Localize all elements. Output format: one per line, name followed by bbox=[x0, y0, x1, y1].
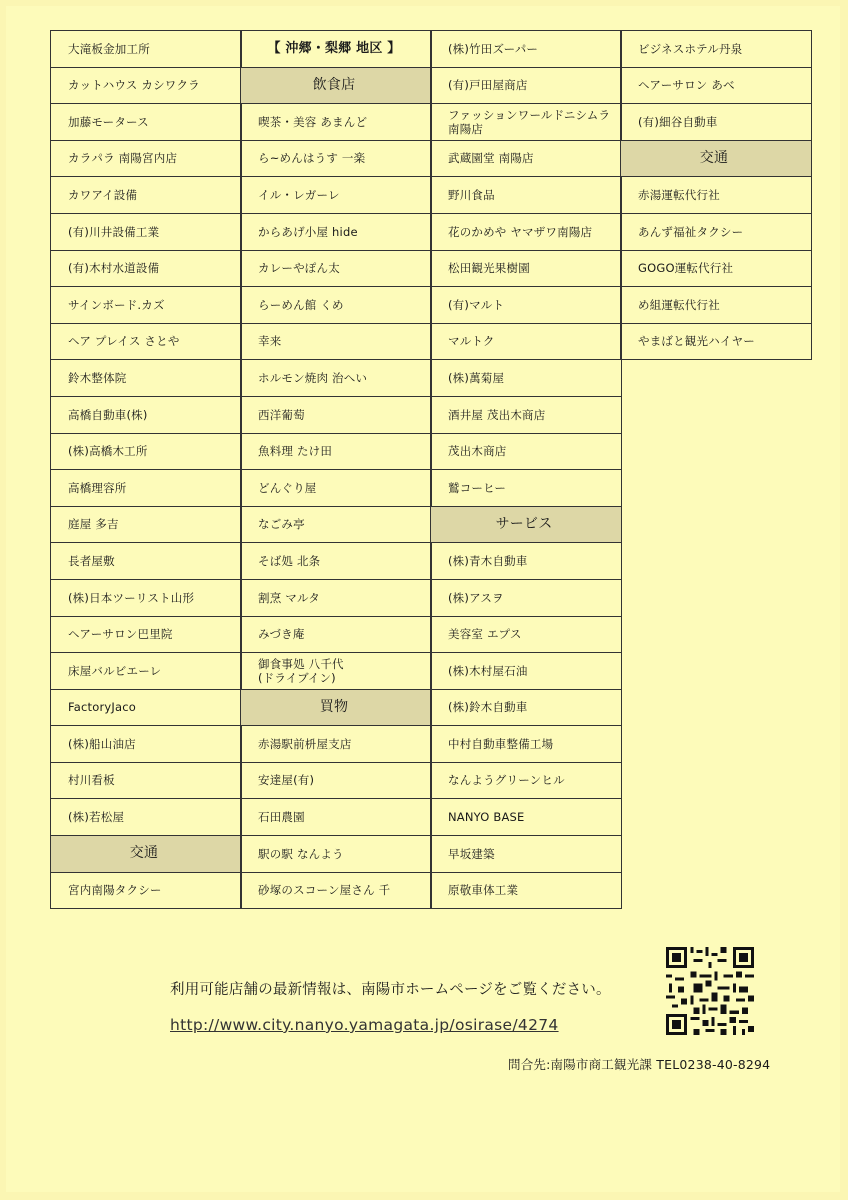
store-cell: 砂塚のスコーン屋さん 千 bbox=[241, 873, 431, 910]
store-cell: 鷲コーヒー bbox=[431, 470, 621, 507]
store-cell: (有)木村水道設備 bbox=[51, 251, 241, 288]
qr-code-icon bbox=[666, 947, 754, 1035]
store-cell: NANYO BASE bbox=[431, 799, 621, 836]
store-cell: カレーやぽん太 bbox=[241, 251, 431, 288]
store-cell: 高橋自動車(株) bbox=[51, 397, 241, 434]
store-cell: ファッションワールドニシムラ 南陽店 bbox=[431, 104, 621, 141]
store-cell: どんぐり屋 bbox=[241, 470, 431, 507]
store-cell: あんず福祉タクシー bbox=[621, 214, 811, 251]
store-cell: 早坂建築 bbox=[431, 836, 621, 873]
store-cell: (株)船山油店 bbox=[51, 726, 241, 763]
store-cell: サインボード.カズ bbox=[51, 287, 241, 324]
store-cell: 長者屋敷 bbox=[51, 543, 241, 580]
category-header: 飲食店 bbox=[241, 68, 431, 105]
store-cell: 村川看板 bbox=[51, 763, 241, 800]
store-cell: カットハウス カシワクラ bbox=[51, 68, 241, 105]
store-cell: 赤湯運転代行社 bbox=[621, 177, 811, 214]
store-cell: 酒井屋 茂出木商店 bbox=[431, 397, 621, 434]
store-cell: 原敬車体工業 bbox=[431, 873, 621, 910]
store-cell: (有)戸田屋商店 bbox=[431, 68, 621, 105]
store-cell: 大滝板金加工所 bbox=[51, 31, 241, 68]
store-cell: ヘアーサロン巴里院 bbox=[51, 617, 241, 654]
store-cell: 床屋バルビエーレ bbox=[51, 653, 241, 690]
store-cell: なごみ亭 bbox=[241, 507, 431, 544]
store-cell: FactoryJaco bbox=[51, 690, 241, 727]
store-cell: 松田観光果樹園 bbox=[431, 251, 621, 288]
homepage-link[interactable]: http://www.city.nanyo.yamagata.jp/osirase/4274 bbox=[170, 1016, 559, 1034]
store-cell: そば処 北条 bbox=[241, 543, 431, 580]
category-header: 買物 bbox=[241, 690, 431, 727]
contact-info: 問合先:南陽市商工観光課 TEL0238-40-8294 bbox=[508, 1057, 771, 1072]
store-cell: 高橋理容所 bbox=[51, 470, 241, 507]
store-cell: イル・レガーレ bbox=[241, 177, 431, 214]
store-cell: 花のかめや ヤマザワ南陽店 bbox=[431, 214, 621, 251]
store-cell: 赤湯駅前枡屋支店 bbox=[241, 726, 431, 763]
store-cell: (株)アスヲ bbox=[431, 580, 621, 617]
store-cell: 野川食品 bbox=[431, 177, 621, 214]
store-cell: 宮内南陽タクシー bbox=[51, 873, 241, 910]
store-cell: (株)若松屋 bbox=[51, 799, 241, 836]
store-cell: (株)木村屋石油 bbox=[431, 653, 621, 690]
store-column-4 bbox=[620, 30, 812, 360]
store-cell: (有)細谷自動車 bbox=[621, 104, 811, 141]
district-title: 【 沖郷・梨郷 地区 】 bbox=[241, 31, 431, 68]
store-cell: ホルモン焼肉 治へい bbox=[241, 360, 431, 397]
store-cell: 美容室 エプス bbox=[431, 617, 621, 654]
store-cell: (株)竹田ズーパー bbox=[431, 31, 621, 68]
category-header: サービス bbox=[431, 507, 621, 544]
store-cell: 幸来 bbox=[241, 324, 431, 361]
store-cell: GOGO運転代行社 bbox=[621, 251, 811, 288]
store-cell: カラパラ 南陽宮内店 bbox=[51, 141, 241, 178]
store-cell: カワアイ設備 bbox=[51, 177, 241, 214]
store-cell: め組運転代行社 bbox=[621, 287, 811, 324]
store-cell: (有)マルト bbox=[431, 287, 621, 324]
store-cell: 喫茶・美容 あまんど bbox=[241, 104, 431, 141]
store-cell: (株)青木自動車 bbox=[431, 543, 621, 580]
category-header: 交通 bbox=[621, 141, 811, 178]
store-cell: 茂出木商店 bbox=[431, 434, 621, 471]
store-column-1 bbox=[50, 30, 242, 909]
notice-text: 利用可能店舗の最新情報は、南陽市ホームページをご覧ください。 bbox=[170, 982, 611, 998]
store-cell: からあげ小屋 hide bbox=[241, 214, 431, 251]
store-cell: なんようグリーンヒル bbox=[431, 763, 621, 800]
store-cell: 石田農園 bbox=[241, 799, 431, 836]
store-cell: ヘア プレイス さとや bbox=[51, 324, 241, 361]
store-cell: 西洋葡萄 bbox=[241, 397, 431, 434]
store-cell: 駅の駅 なんよう bbox=[241, 836, 431, 873]
store-cell: 鈴木整体院 bbox=[51, 360, 241, 397]
store-cell: ビジネスホテル丹泉 bbox=[621, 31, 811, 68]
store-cell: (株)高橋木工所 bbox=[51, 434, 241, 471]
store-cell: 割烹 マルタ bbox=[241, 580, 431, 617]
store-cell: 加藤モータース bbox=[51, 104, 241, 141]
store-cell: ら~めんはうす 一楽 bbox=[241, 141, 431, 178]
store-cell: 中村自動車整備工場 bbox=[431, 726, 621, 763]
store-cell: マルトク bbox=[431, 324, 621, 361]
store-cell: (株)鈴木自動車 bbox=[431, 690, 621, 727]
store-column-3 bbox=[430, 30, 622, 909]
store-cell: (有)川井設備工業 bbox=[51, 214, 241, 251]
store-cell: ヘアーサロン あべ bbox=[621, 68, 811, 105]
store-cell: 庭屋 多吉 bbox=[51, 507, 241, 544]
store-cell: らーめん館 くめ bbox=[241, 287, 431, 324]
store-cell: みづき庵 bbox=[241, 617, 431, 654]
store-cell: 安達屋(有) bbox=[241, 763, 431, 800]
store-cell: 御食事処 八千代 (ドライブイン) bbox=[241, 653, 431, 690]
store-cell: 魚料理 たけ田 bbox=[241, 434, 431, 471]
store-cell: 武蔵園堂 南陽店 bbox=[431, 141, 621, 178]
store-column-2 bbox=[240, 30, 432, 909]
store-cell: (株)萬菊屋 bbox=[431, 360, 621, 397]
store-cell: やまばと観光ハイヤー bbox=[621, 324, 811, 361]
store-cell: (株)日本ツーリスト山形 bbox=[51, 580, 241, 617]
category-header: 交通 bbox=[51, 836, 241, 873]
